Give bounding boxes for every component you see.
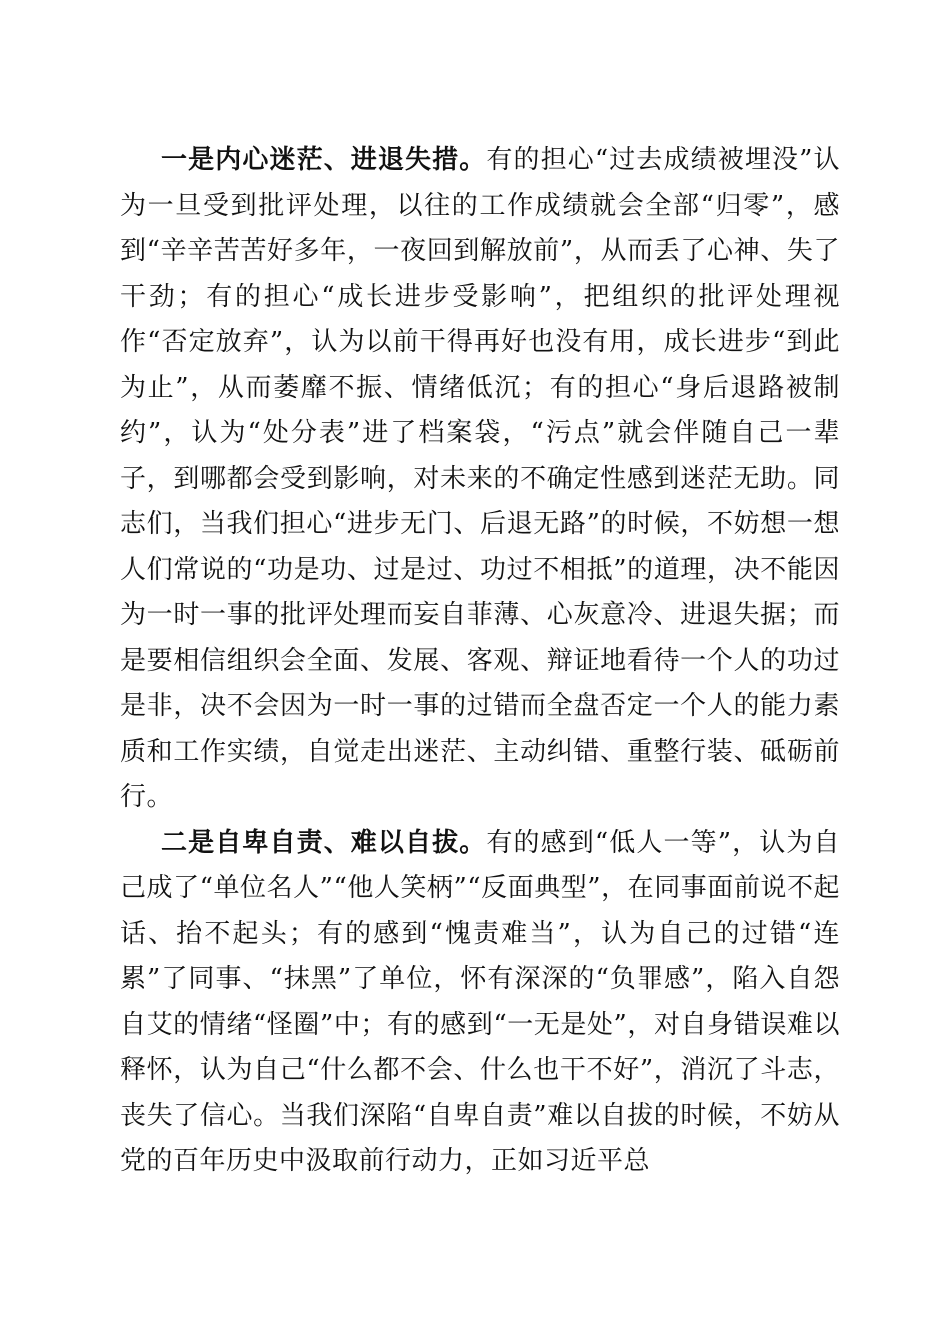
paragraph-1 <box>120 138 840 821</box>
paragraph-2 <box>120 821 840 1185</box>
paragraph-2-text: 有的感到“低人一等”，认为自己成了“单位名人”“他人笑柄”“反面典型”，在同事面前说不起话、抬不起头；有的感到“愧责难当”，认为自己的过错“连累”了同事、“抹黑”了单位，怀有深深的“负罪感”，陷入自怨自艾的情绪“怪圈”中；有的感到“一无是处”，对自身错误难以释怀，认为自己“什么都不会、什么也干不好”，消沉了斗志，丧失了信心。当我们深陷“自卑自责”难以自拔的时候，不妨从党的百年历史中汲取前行动力，正如习近平总 <box>120 827 840 1176</box>
document-body <box>120 138 840 1185</box>
paragraph-2-heading: 二是自卑自责、难以自拔。 <box>161 827 487 858</box>
paragraph-1-heading: 一是内心迷茫、进退失措。 <box>161 145 487 175</box>
paragraph-1-text: 有的担心“过去成绩被埋没”认为一旦受到批评处理，以往的工作成绩就会全部“归零”，感到“辛辛苦苦好多年，一夜回到解放前”，从而丢了心神、失了干劲；有的担心“成长进步受影响”，把组织的批评处理视作“否定放弃”，认为以前干得再好也没有用，成长进步“到此为止”，从而萎靡不振、情绪低沉；有的担心“身后退路被制约”，认为“处分表”进了档案袋，“污点”就会伴随自己一辈子，到哪都会受到影响，对未来的不确定性感到迷茫无助。同志们，当我们担心“进步无门、后退无路”的时候，不妨想一想人们常说的“功是功、过是过、功过不相抵”的道理，决不能因为一时一事的批评处理而妄自菲薄、心灰意冷、进退失据；而是要相信组织会全面、发展、客观、辩证地看待一个人的功过是非，决不会因为一时一事的过错而全盘否定一个人的能力素质和工作实绩，自觉走出迷茫、主动纠错、重整行装、砥砺前行。 <box>120 145 840 812</box>
